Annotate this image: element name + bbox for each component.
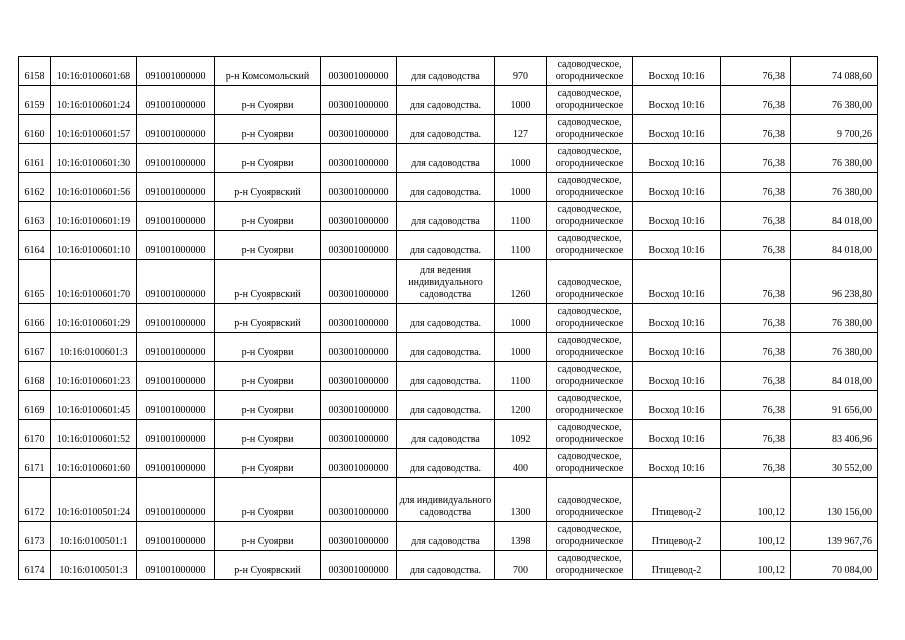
cell-category-code: 003001000000 [321, 115, 397, 144]
table-row [19, 260, 878, 304]
cell-land-category: садоводческое, огородническое [547, 86, 633, 115]
cell-cadastral-rate: 76,38 [721, 362, 791, 391]
cell-cadastral-number: 10:16:0100601:10 [51, 231, 137, 260]
cell-row-number: 6167 [19, 333, 51, 362]
cell-cadastral-rate: 100,12 [721, 551, 791, 580]
cell-category-code: 003001000000 [321, 57, 397, 86]
cell-row-number: 6169 [19, 391, 51, 420]
cell-land-category: садоводческое, огородническое [547, 173, 633, 202]
cell-okato-code: 091001000000 [137, 304, 215, 333]
cell-row-number: 6172 [19, 478, 51, 522]
cell-permitted-use: для садоводства [397, 202, 495, 231]
cell-cadastral-number: 10:16:0100601:19 [51, 202, 137, 231]
cell-permitted-use: для садоводства. [397, 173, 495, 202]
cell-location: р-н Комсомольский [215, 57, 321, 86]
cell-area: 1398 [495, 522, 547, 551]
cell-permitted-use: для садоводства. [397, 333, 495, 362]
cell-cadastral-value: 74 088,60 [791, 57, 878, 86]
cell-land-category: садоводческое, огородническое [547, 551, 633, 580]
cell-permitted-use: для садоводства [397, 144, 495, 173]
cell-location: р-н Суоярвский [215, 304, 321, 333]
table-row [19, 333, 878, 362]
cell-okato-code: 091001000000 [137, 420, 215, 449]
cell-category-code: 003001000000 [321, 333, 397, 362]
cell-cadastral-value: 96 238,80 [791, 260, 878, 304]
cell-permitted-use: для ведения индивидуального садоводства [397, 260, 495, 304]
table-row [19, 391, 878, 420]
cell-association-name: Восход 10:16 [633, 144, 721, 173]
cell-location: р-н Суоярви [215, 420, 321, 449]
cell-category-code: 003001000000 [321, 420, 397, 449]
cell-cadastral-number: 10:16:0100601:29 [51, 304, 137, 333]
cell-area: 1100 [495, 202, 547, 231]
cell-category-code: 003001000000 [321, 202, 397, 231]
cell-category-code: 003001000000 [321, 304, 397, 333]
cell-category-code: 003001000000 [321, 551, 397, 580]
cell-category-code: 003001000000 [321, 362, 397, 391]
cell-row-number: 6164 [19, 231, 51, 260]
table-row [19, 304, 878, 333]
cell-location: р-н Суоярви [215, 391, 321, 420]
cell-okato-code: 091001000000 [137, 260, 215, 304]
cell-cadastral-number: 10:16:0100601:52 [51, 420, 137, 449]
cell-cadastral-rate: 76,38 [721, 144, 791, 173]
cell-category-code: 003001000000 [321, 391, 397, 420]
cell-area: 1100 [495, 231, 547, 260]
cell-land-category: садоводческое, огородническое [547, 522, 633, 551]
cell-cadastral-number: 10:16:0100601:68 [51, 57, 137, 86]
cell-row-number: 6166 [19, 304, 51, 333]
cell-location: р-н Суоярвский [215, 551, 321, 580]
cell-cadastral-value: 9 700,26 [791, 115, 878, 144]
cell-area: 1200 [495, 391, 547, 420]
table-row [19, 420, 878, 449]
cell-land-category: садоводческое, огородническое [547, 231, 633, 260]
cell-permitted-use: для садоводства [397, 420, 495, 449]
table-row [19, 173, 878, 202]
cell-location: р-н Суоярви [215, 333, 321, 362]
cell-row-number: 6171 [19, 449, 51, 478]
cell-association-name: Восход 10:16 [633, 86, 721, 115]
cell-cadastral-rate: 76,38 [721, 420, 791, 449]
cell-cadastral-value: 76 380,00 [791, 86, 878, 115]
cell-location: р-н Суоярви [215, 362, 321, 391]
cell-cadastral-rate: 76,38 [721, 304, 791, 333]
cell-cadastral-rate: 76,38 [721, 173, 791, 202]
cell-cadastral-value: 139 967,76 [791, 522, 878, 551]
cell-cadastral-rate: 100,12 [721, 478, 791, 522]
cell-association-name: Восход 10:16 [633, 115, 721, 144]
cell-category-code: 003001000000 [321, 173, 397, 202]
cell-okato-code: 091001000000 [137, 551, 215, 580]
cell-okato-code: 091001000000 [137, 231, 215, 260]
cell-okato-code: 091001000000 [137, 391, 215, 420]
cell-okato-code: 091001000000 [137, 362, 215, 391]
cell-permitted-use: для садоводства [397, 522, 495, 551]
cell-land-category: садоводческое, огородническое [547, 449, 633, 478]
cell-row-number: 6165 [19, 260, 51, 304]
cell-category-code: 003001000000 [321, 449, 397, 478]
cell-row-number: 6159 [19, 86, 51, 115]
cell-area: 700 [495, 551, 547, 580]
cell-okato-code: 091001000000 [137, 333, 215, 362]
cell-cadastral-value: 83 406,96 [791, 420, 878, 449]
cell-okato-code: 091001000000 [137, 478, 215, 522]
table-row [19, 202, 878, 231]
table-body [19, 57, 878, 580]
cell-cadastral-number: 10:16:0100601:24 [51, 86, 137, 115]
cell-area: 1100 [495, 362, 547, 391]
cell-association-name: Восход 10:16 [633, 202, 721, 231]
cell-row-number: 6160 [19, 115, 51, 144]
table-row [19, 362, 878, 391]
cell-land-category: садоводческое, огородническое [547, 260, 633, 304]
cell-row-number: 6163 [19, 202, 51, 231]
cell-row-number: 6161 [19, 144, 51, 173]
cell-land-category: садоводческое, огородническое [547, 391, 633, 420]
cell-association-name: Восход 10:16 [633, 304, 721, 333]
cell-cadastral-number: 10:16:0100601:30 [51, 144, 137, 173]
cell-row-number: 6162 [19, 173, 51, 202]
cell-location: р-н Суоярви [215, 231, 321, 260]
cell-okato-code: 091001000000 [137, 173, 215, 202]
cell-cadastral-value: 84 018,00 [791, 231, 878, 260]
cell-row-number: 6170 [19, 420, 51, 449]
cell-cadastral-rate: 76,38 [721, 391, 791, 420]
cell-cadastral-rate: 76,38 [721, 202, 791, 231]
cell-cadastral-number: 10:16:0100601:56 [51, 173, 137, 202]
cell-okato-code: 091001000000 [137, 86, 215, 115]
cell-cadastral-rate: 76,38 [721, 115, 791, 144]
cell-association-name: Восход 10:16 [633, 362, 721, 391]
cell-location: р-н Суоярви [215, 478, 321, 522]
cell-okato-code: 091001000000 [137, 449, 215, 478]
table-row [19, 144, 878, 173]
cell-permitted-use: для индивидуального садоводства [397, 478, 495, 522]
cell-land-category: садоводческое, огородническое [547, 57, 633, 86]
cell-permitted-use: для садоводства. [397, 551, 495, 580]
cell-location: р-н Суоярви [215, 115, 321, 144]
cell-land-category: садоводческое, огородническое [547, 202, 633, 231]
cell-association-name: Восход 10:16 [633, 260, 721, 304]
cell-area: 1300 [495, 478, 547, 522]
cell-location: р-н Суоярви [215, 86, 321, 115]
cell-cadastral-value: 84 018,00 [791, 202, 878, 231]
cell-land-category: садоводческое, огородническое [547, 478, 633, 522]
cell-cadastral-number: 10:16:0100601:23 [51, 362, 137, 391]
cell-cadastral-number: 10:16:0100501:3 [51, 551, 137, 580]
cell-association-name: Восход 10:16 [633, 449, 721, 478]
cell-permitted-use: для садоводства. [397, 231, 495, 260]
cell-cadastral-value: 84 018,00 [791, 362, 878, 391]
land-plots-table [18, 56, 878, 580]
cell-cadastral-number: 10:16:0100601:70 [51, 260, 137, 304]
cell-row-number: 6174 [19, 551, 51, 580]
cell-row-number: 6168 [19, 362, 51, 391]
cell-area: 1260 [495, 260, 547, 304]
cell-okato-code: 091001000000 [137, 202, 215, 231]
cell-association-name: Восход 10:16 [633, 391, 721, 420]
cell-permitted-use: для садоводства. [397, 449, 495, 478]
cell-location: р-н Суоярви [215, 522, 321, 551]
cell-cadastral-rate: 76,38 [721, 260, 791, 304]
cell-cadastral-value: 76 380,00 [791, 173, 878, 202]
cell-area: 1000 [495, 173, 547, 202]
cell-area: 1092 [495, 420, 547, 449]
cell-location: р-н Суоярви [215, 449, 321, 478]
cell-land-category: садоводческое, огородническое [547, 304, 633, 333]
table-row [19, 449, 878, 478]
cell-cadastral-rate: 76,38 [721, 449, 791, 478]
cell-area: 1000 [495, 304, 547, 333]
cell-land-category: садоводческое, огородническое [547, 420, 633, 449]
cell-permitted-use: для садоводства. [397, 304, 495, 333]
cell-cadastral-rate: 100,12 [721, 522, 791, 551]
cell-permitted-use: для садоводства. [397, 86, 495, 115]
table-row [19, 478, 878, 522]
cell-category-code: 003001000000 [321, 522, 397, 551]
cell-cadastral-number: 10:16:0100601:57 [51, 115, 137, 144]
cell-area: 1000 [495, 144, 547, 173]
cell-cadastral-value: 30 552,00 [791, 449, 878, 478]
cell-location: р-н Суоярви [215, 202, 321, 231]
cell-okato-code: 091001000000 [137, 522, 215, 551]
cell-row-number: 6173 [19, 522, 51, 551]
cell-association-name: Восход 10:16 [633, 173, 721, 202]
cell-cadastral-rate: 76,38 [721, 86, 791, 115]
cell-location: р-н Суоярвский [215, 260, 321, 304]
cell-area: 1000 [495, 86, 547, 115]
cell-cadastral-value: 76 380,00 [791, 333, 878, 362]
cell-cadastral-rate: 76,38 [721, 333, 791, 362]
cell-location: р-н Суоярвский [215, 173, 321, 202]
cell-cadastral-value: 130 156,00 [791, 478, 878, 522]
cell-cadastral-number: 10:16:0100501:1 [51, 522, 137, 551]
cell-okato-code: 091001000000 [137, 144, 215, 173]
cell-cadastral-number: 10:16:0100601:45 [51, 391, 137, 420]
cell-association-name: Птицевод-2 [633, 478, 721, 522]
cell-cadastral-value: 76 380,00 [791, 304, 878, 333]
cell-cadastral-number: 10:16:0100501:24 [51, 478, 137, 522]
cell-cadastral-number: 10:16:0100601:60 [51, 449, 137, 478]
cell-permitted-use: для садоводства [397, 57, 495, 86]
cell-cadastral-value: 70 084,00 [791, 551, 878, 580]
cell-area: 1000 [495, 333, 547, 362]
cell-land-category: садоводческое, огородническое [547, 333, 633, 362]
cell-area: 400 [495, 449, 547, 478]
cell-category-code: 003001000000 [321, 478, 397, 522]
cell-area: 970 [495, 57, 547, 86]
cell-permitted-use: для садоводства. [397, 115, 495, 144]
cell-land-category: садоводческое, огородническое [547, 362, 633, 391]
cell-cadastral-value: 76 380,00 [791, 144, 878, 173]
cell-cadastral-number: 10:16:0100601:3 [51, 333, 137, 362]
cell-association-name: Восход 10:16 [633, 57, 721, 86]
cell-category-code: 003001000000 [321, 144, 397, 173]
document-page [18, 56, 878, 580]
table-row [19, 57, 878, 86]
cell-association-name: Восход 10:16 [633, 231, 721, 260]
table-row [19, 522, 878, 551]
table-row [19, 86, 878, 115]
table-row [19, 231, 878, 260]
cell-location: р-н Суоярви [215, 144, 321, 173]
cell-association-name: Птицевод-2 [633, 551, 721, 580]
cell-association-name: Восход 10:16 [633, 333, 721, 362]
cell-okato-code: 091001000000 [137, 115, 215, 144]
cell-association-name: Восход 10:16 [633, 420, 721, 449]
cell-cadastral-value: 91 656,00 [791, 391, 878, 420]
cell-permitted-use: для садоводства. [397, 391, 495, 420]
table-row [19, 115, 878, 144]
table-row [19, 551, 878, 580]
cell-category-code: 003001000000 [321, 86, 397, 115]
cell-cadastral-rate: 76,38 [721, 57, 791, 86]
cell-category-code: 003001000000 [321, 231, 397, 260]
cell-okato-code: 091001000000 [137, 57, 215, 86]
cell-permitted-use: для садоводства. [397, 362, 495, 391]
cell-category-code: 003001000000 [321, 260, 397, 304]
cell-land-category: садоводческое, огородническое [547, 115, 633, 144]
cell-row-number: 6158 [19, 57, 51, 86]
cell-cadastral-rate: 76,38 [721, 231, 791, 260]
cell-land-category: садоводческое, огородническое [547, 144, 633, 173]
cell-association-name: Птицевод-2 [633, 522, 721, 551]
cell-area: 127 [495, 115, 547, 144]
